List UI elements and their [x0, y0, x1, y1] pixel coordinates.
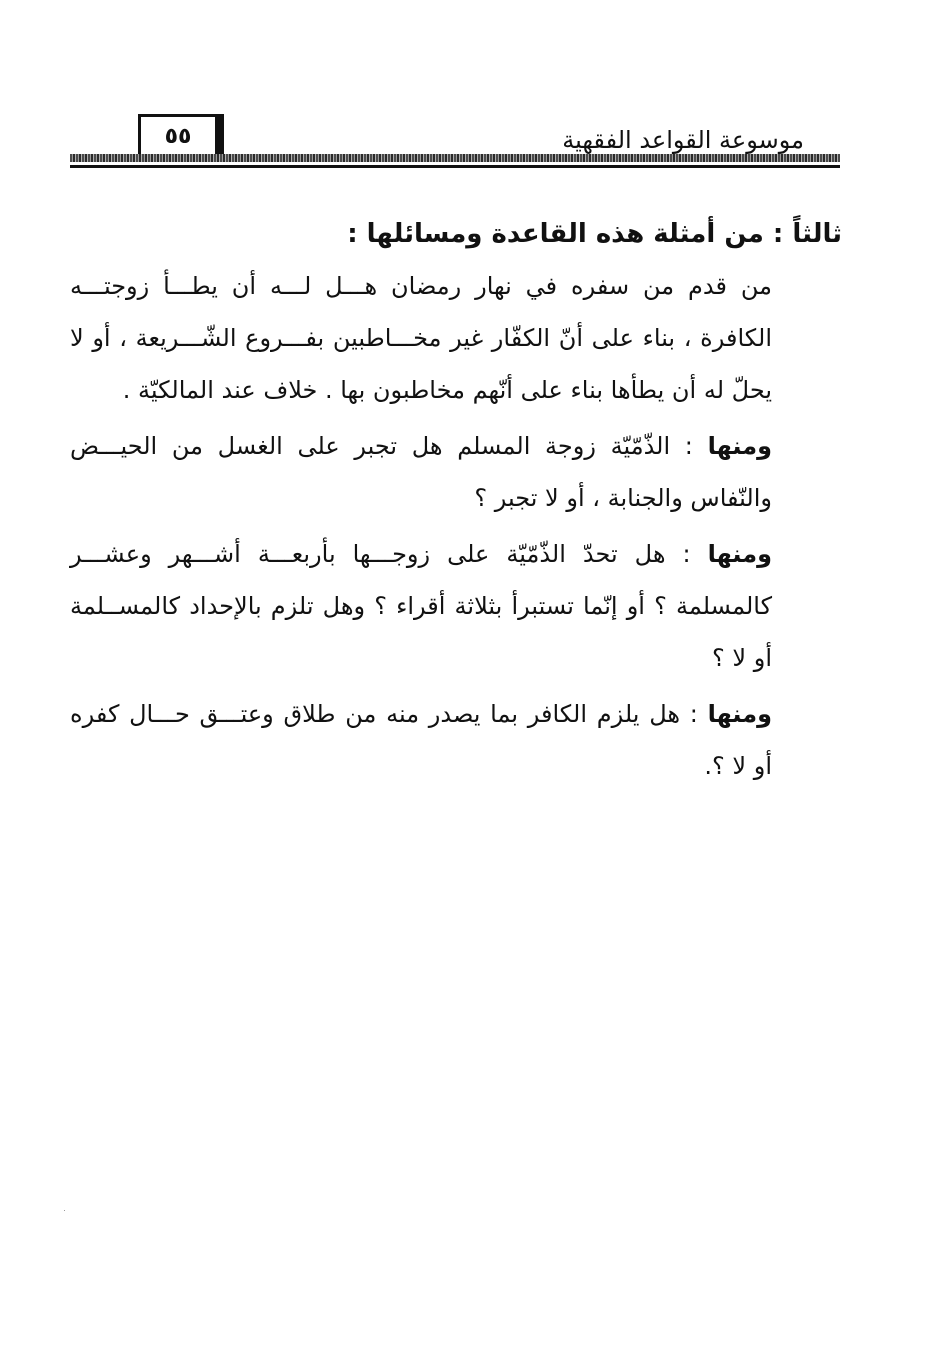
paragraph-text: من قدم من سفره في نهار رمضان هـــل لـــه أن يطـــأ زوجتـــه الكافرة ، بناء على أنّ الكفّار غير مخـــاطبين بفـــروع الشّـــريعة ، أو لا يحلّ له أن يطأها بناء على أنّهم مخاطبون بها . خلاف عند المالكيّة . [70, 272, 772, 404]
scan-speck [64, 1210, 65, 1211]
page-number-box [138, 114, 218, 158]
paragraph-text: : هل يلزم الكافر بما يصدر منه من طلاق وعتـــق حـــال كفره أو لا ؟. [70, 700, 772, 780]
book-title: موسوعة القواعد الفقهية [562, 126, 804, 154]
page-body [70, 208, 842, 792]
paragraph [70, 420, 842, 524]
header-rule-band [70, 154, 840, 162]
running-header [70, 112, 840, 174]
paragraph-lead: ومنها [707, 540, 772, 568]
paragraph-text: : الذّمّيّة زوجة المسلم هل تجبر على الغسل من الحيـــض والنّفاس والجنابة ، أو لا تجبر ؟ [70, 432, 772, 512]
paragraph-lead: ومنها [707, 700, 772, 728]
paragraph-lead: ومنها [707, 432, 772, 460]
paragraph [70, 260, 842, 416]
paragraph-text: : هل تحدّ الذّمّيّة على زوجـــها بأربعـــة أشـــهر وعشـــر كالمسلمة ؟ أو إنّما تستبرأ بثلاثة أقراء ؟ وهل تلزم بالإحداد كالمســلمة أو لا ؟ [70, 540, 772, 672]
paragraph [70, 528, 842, 684]
header-rule-line [70, 165, 840, 168]
section-heading: ثالثاً : من أمثلة هذه القاعدة ومسائلها : [347, 219, 842, 249]
page-number: ٥٥ [164, 124, 192, 149]
paragraph [70, 688, 842, 792]
